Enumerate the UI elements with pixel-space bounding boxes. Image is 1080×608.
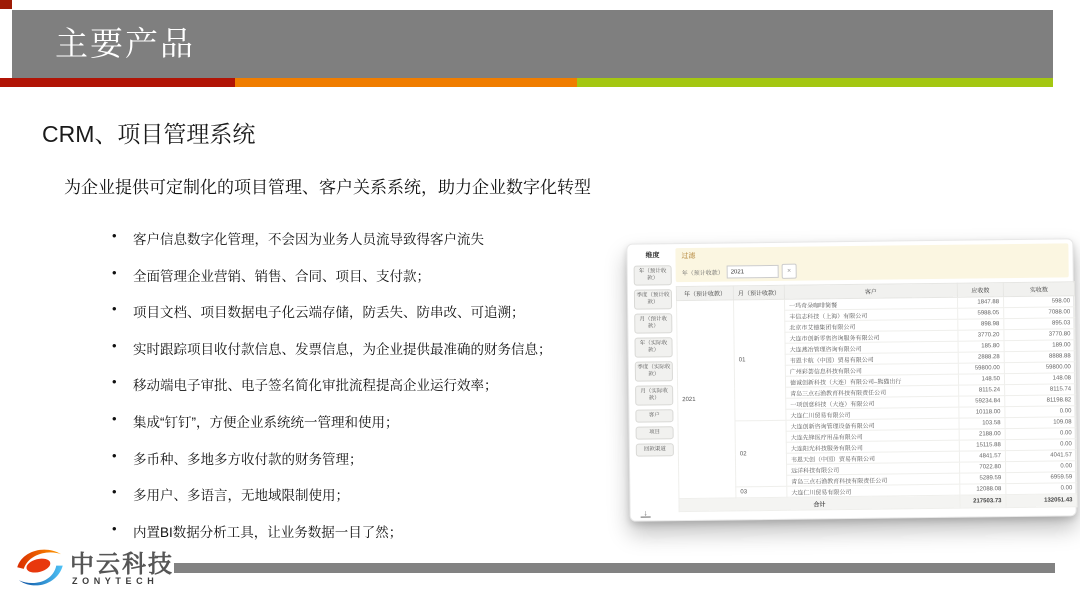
receivable-cell: 898.98 [958,319,1004,331]
bullet-item [112,374,647,411]
filter-value-input[interactable] [727,265,779,279]
receivable-cell: 4841.57 [959,451,1005,463]
receivable-cell: 8115.24 [959,385,1005,397]
received-cell: 59800.00 [1004,362,1075,374]
received-cell: 81198.82 [1005,395,1076,407]
bullet-dot: • [112,520,117,536]
received-cell: 0.00 [1006,483,1077,495]
total-receivable: 217503.73 [960,495,1006,509]
received-cell: 4041.57 [1005,450,1076,462]
customer-cell: 大连创新咨询管理设备有限公司 [786,418,959,431]
dimension-button[interactable]: 年（预计收款） [634,265,672,285]
month-cell: 03 [736,486,787,498]
receivable-cell: 15115.88 [959,440,1005,452]
receivable-cell: 2888.28 [958,352,1004,364]
bullet-item [112,448,647,485]
dimension-button[interactable]: 回款渠道 [636,443,674,456]
bullet-item [112,338,647,375]
received-cell: 6959.59 [1006,472,1077,484]
receivable-cell: 7022.80 [960,462,1006,474]
page-title: 主要产品 [55,25,195,62]
download-icon[interactable]: ↓ [641,509,651,517]
customer-cell: 德诚创新科技（大连）有限公司–熊猫出行 [785,374,958,387]
dimension-button[interactable]: 月（预计收款） [634,313,672,333]
customer-cell: 一项创意科技（大连）有限公司 [786,396,959,409]
logo-swirl-icon [14,546,66,590]
received-cell: 8888.88 [1004,351,1075,363]
customer-cell: 一玛奇朵咖啡简餐 [785,297,958,310]
dimension-list [634,265,674,456]
month-cell: 02 [735,420,787,487]
filter-title: 过滤 [681,252,696,261]
footer-divider [174,563,1055,573]
received-cell: 8115.74 [1005,384,1076,396]
receivable-cell: 103.58 [959,418,1005,430]
dimension-button[interactable]: 年（实际收款） [634,337,672,357]
crm-app-screenshot [626,238,1076,521]
company-name-en: ZONYTECH [72,576,159,586]
bullet-text: 实时跟踪项目收付款信息、发票信息，为企业提供最准确的财务信息； [133,341,552,357]
customer-cell: 韦恩卡航（中国）贸易有限公司 [785,352,958,365]
bullet-text: 多币种、多地多方收付款的财务管理； [133,451,363,467]
section-heading: CRM、项目管理系统 [42,121,256,147]
clear-filter-icon[interactable]: × [782,264,797,279]
bullet-dot: • [112,264,117,280]
accent-strip-red [0,78,235,87]
received-cell: 7088.00 [1004,307,1075,319]
filter-chip [682,260,1063,280]
bullet-dot: • [112,410,117,426]
bullet-text: 移动端电子审批、电子签名简化审批流程提高企业运行效率； [133,378,498,394]
customer-cell: 韦恩天创（中国）贸易有限公司 [786,451,959,464]
customer-cell: 远洋科技有限公司 [787,462,960,475]
received-cell: 0.00 [1005,439,1076,451]
customer-cell: 大连先锋医疗用品有限公司 [786,429,959,442]
received-cell: 0.00 [1006,461,1077,473]
customer-cell: 丰信志科技（上海）有限公司 [785,308,958,321]
bullet-item [112,228,647,265]
column-header: 实收数 [1003,282,1074,297]
received-cell: 189.00 [1004,340,1075,352]
column-header: 客户 [784,283,957,299]
bullet-text: 多用户、多语言，无地域限制使用； [133,488,349,504]
customer-cell: 青岛三点石渔教育科技有限责任公司 [786,385,959,398]
received-cell: 3770.80 [1004,329,1075,341]
receivable-cell: 185.80 [958,341,1004,353]
company-name: 中云科技 [70,551,174,578]
dimension-button[interactable]: 月（实际收款） [635,385,673,405]
year-cell: 2021 [677,300,736,499]
customer-cell: 广州彩荟信息科技有限公司 [785,363,958,376]
bullet-dot: • [112,228,117,243]
receivable-cell: 148.50 [958,374,1004,386]
bullet-text: 全面管理企业营销、销售、合同、项目、支付款； [133,268,430,284]
customer-cell: 北京市艾德集团有限公司 [785,319,958,332]
customer-cell: 大连市创新零售咨询服务有限公司 [785,330,958,343]
received-cell: 0.00 [1005,428,1076,440]
bullet-dot: • [112,447,117,463]
receivable-cell: 5988.05 [958,308,1004,320]
bullet-item [112,265,647,302]
section-subtitle: 为企业提供可定制化的项目管理、客户关系系统，助力企业数字化转型 [64,178,591,197]
bullet-item [112,521,647,558]
bullet-dot: • [112,374,117,390]
column-header: 月（预计收款） [733,285,784,300]
receivable-cell: 12088.08 [960,484,1006,496]
receivables-table [676,281,1078,512]
receivable-cell: 5289.59 [960,473,1006,485]
table-body [677,296,1078,512]
filter-bar [675,243,1068,282]
column-header: 应收数 [957,283,1003,298]
bullet-text: 客户信息数字化管理，不会因为业务人员流导致得客户流失 [133,232,484,247]
receivable-cell: 59234.84 [959,396,1005,408]
bullet-text: 集成“钉钉”，方便企业系统统一管理和使用； [133,414,399,430]
customer-cell: 大连燕冶管理咨询有限公司 [785,341,958,354]
accent-strip-green [577,78,1053,87]
customer-cell: 大连阳光科技服务有限公司 [786,440,959,453]
total-received: 132051.43 [1006,494,1077,508]
bullet-item [112,411,647,448]
receivable-cell: 59800.00 [958,363,1004,375]
dimension-sidebar [633,250,674,460]
bullet-item [112,301,647,338]
received-cell: 0.00 [1005,406,1076,418]
receivable-cell: 2188.00 [959,429,1005,441]
receivable-cell: 10118.00 [959,407,1005,419]
received-cell: 148.08 [1004,373,1075,385]
app-main [675,243,1071,512]
corner-accent [0,0,12,9]
bullet-dot: • [112,337,117,353]
filter-field-label: 年（预计收款） [681,270,724,278]
bullet-list [112,228,647,557]
dimension-button[interactable]: 季度（预计收款） [634,289,672,309]
total-label: 合计 [679,495,960,511]
received-cell: 109.08 [1005,417,1076,429]
bullet-item [112,484,647,521]
column-header: 年（预计收款） [676,286,733,301]
receivable-cell: 3770.20 [958,330,1004,342]
dimension-title: 维度 [645,252,660,260]
dimension-button[interactable]: 项目 [636,426,674,439]
bullet-dot: • [112,484,117,500]
customer-cell: 青岛三点石渔教育科技有限责任公司 [787,473,960,486]
customer-cell: 大连仁川贸易有限公司 [787,484,960,497]
customer-cell: 大连仁川贸易有限公司 [786,407,959,420]
bullet-dot: • [112,301,117,317]
slide-title-bar [12,10,1053,78]
receivable-cell: 1847.88 [957,297,1003,309]
accent-strip-orange [235,78,577,87]
dimension-button[interactable]: 客户 [635,409,673,422]
dimension-button[interactable]: 季度（实际收款） [635,361,673,381]
received-cell: 895.03 [1004,318,1075,330]
bullet-text: 项目文档、项目数据电子化云端存储，防丢失、防串改、可追溯； [133,305,525,321]
bullet-text: 内置BI数据分析工具，让业务数据一目了然； [133,524,403,540]
month-cell: 01 [734,299,786,421]
received-cell: 598.00 [1003,296,1074,308]
